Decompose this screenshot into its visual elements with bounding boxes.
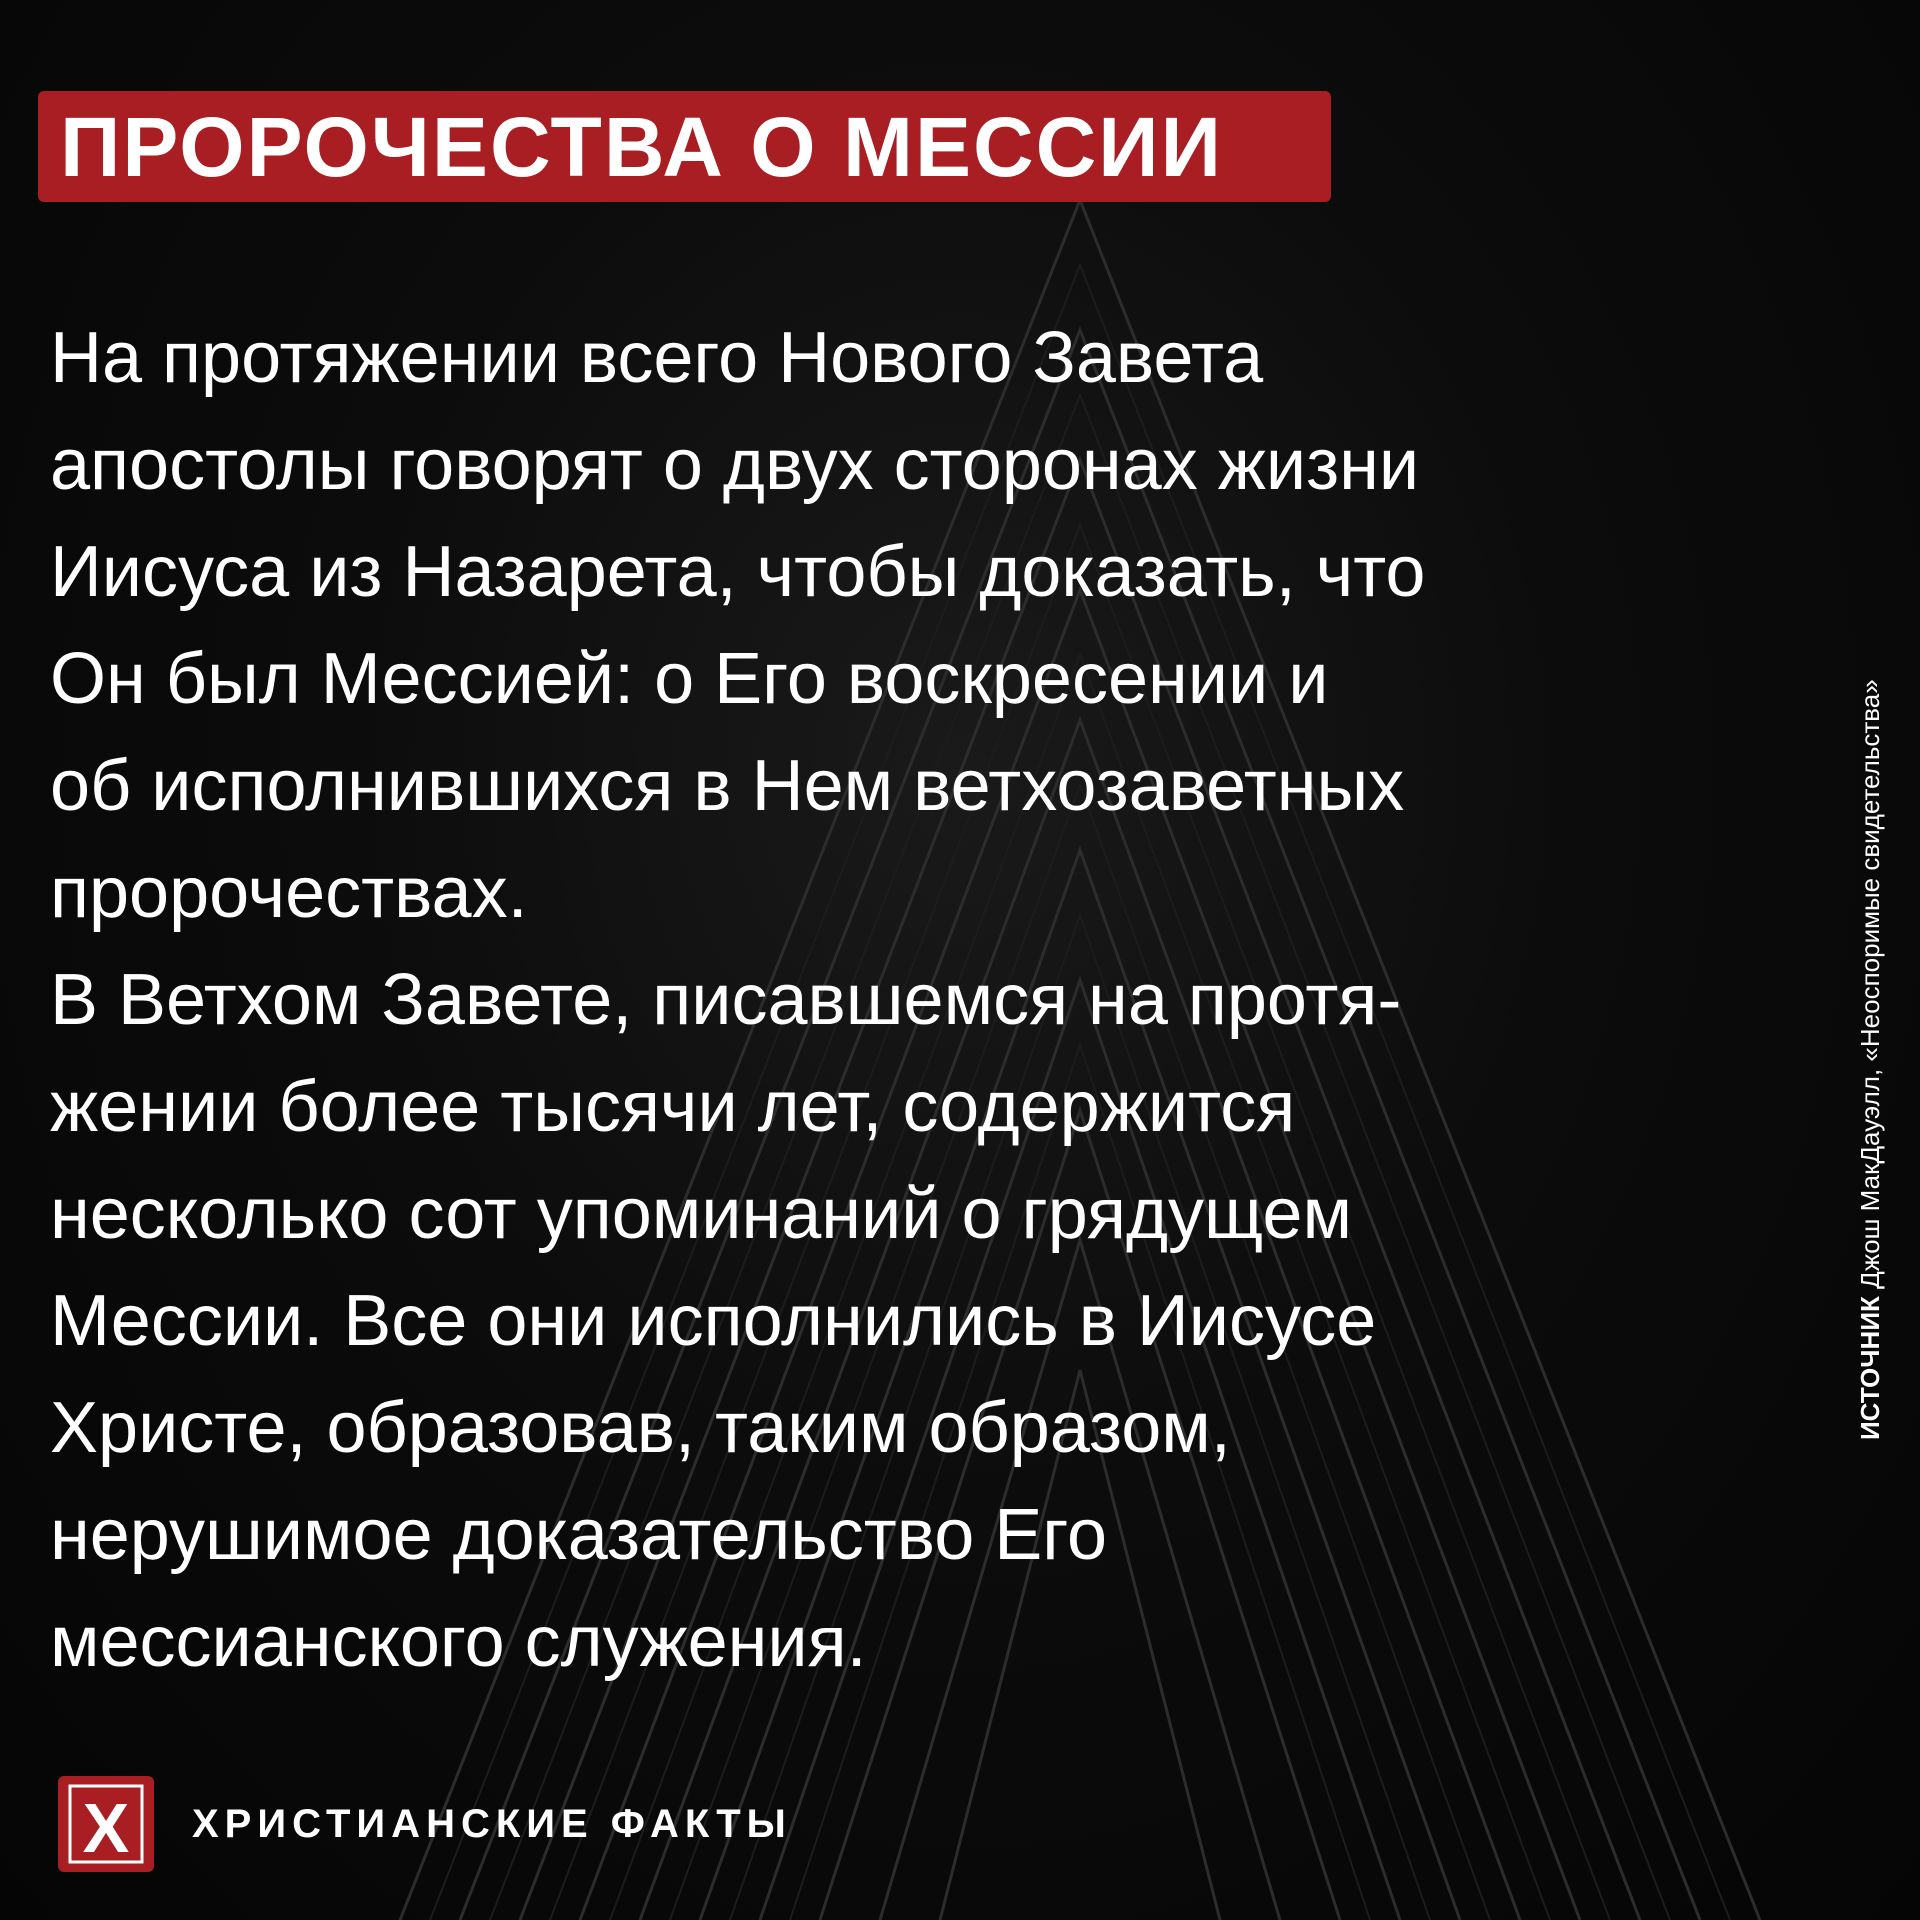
- body-line: нерушимое доказательство Его: [50, 1495, 1108, 1575]
- body-line: пророчествах.: [50, 853, 528, 933]
- body-line: На протяжении всего Нового Завета: [50, 318, 1264, 398]
- logo-letter: X: [82, 1789, 130, 1867]
- page-title: ПРОРОЧЕСТВА О МЕССИИ: [60, 100, 1224, 194]
- body-line: Мессии. Все они исполнились в Иисусе: [50, 1281, 1377, 1361]
- body-line: апостолы говорят о двух сторонах жизни: [50, 425, 1420, 505]
- body-line: Христе, образовав, таким образом,: [50, 1388, 1231, 1468]
- body-line: несколько сот упоминаний о грядущем: [50, 1174, 1352, 1254]
- body-line: мессианского служения.: [50, 1602, 867, 1682]
- body-text: [50, 305, 1750, 1696]
- body-line: В Ветхом Завете, писавшемся на протя-: [50, 960, 1402, 1040]
- source-label: ИСТОЧНИК: [1855, 1296, 1885, 1440]
- source-credit: [1850, 500, 1890, 1440]
- body-line: Он был Мессией: о Его воскресении и: [50, 639, 1329, 719]
- title-banner: [38, 91, 1331, 202]
- body-line: об исполнившихся в Нем ветхозаветных: [50, 746, 1405, 826]
- christian-facts-logo-icon: [58, 1776, 154, 1872]
- source-text: Джош МакДауэлл, «Неоспоримые свидетельства»: [1855, 679, 1885, 1297]
- brand-name: ХРИСТИАНСКИЕ ФАКТЫ: [192, 1802, 792, 1846]
- body-line: жении более тысячи лет, содержится: [50, 1067, 1296, 1147]
- body-line: Иисуса из Назарета, чтобы доказать, что: [50, 532, 1426, 612]
